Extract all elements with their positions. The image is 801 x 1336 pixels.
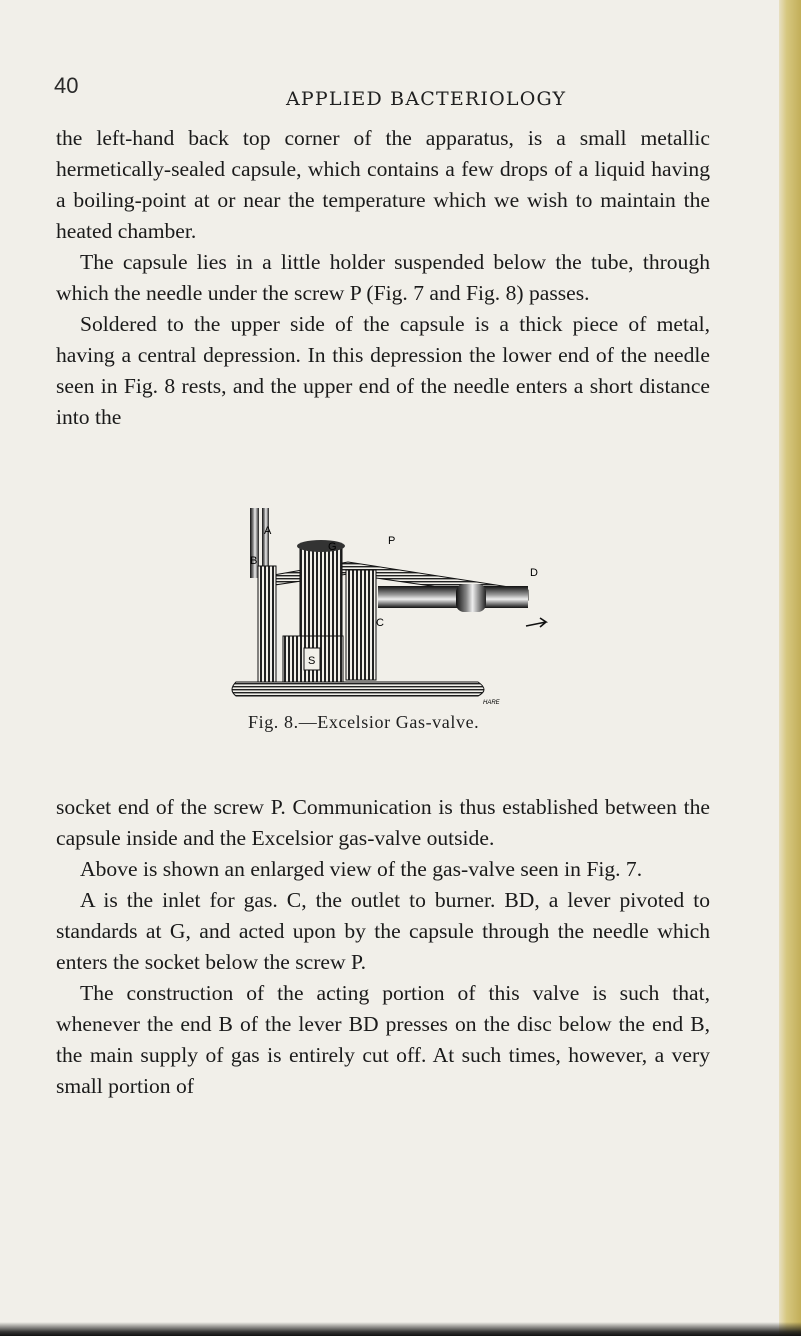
base-plate — [232, 682, 484, 696]
body-text-top — [56, 123, 710, 433]
figure-caption: Fig. 8.—Excelsior Gas-valve. — [248, 712, 480, 732]
paragraph: A is the inlet for gas. C, the outlet to burner. BD, a lever pivoted to standards at G, and acted upon by the capsule through the needle which enters the socket below the screw P. — [56, 888, 710, 974]
page-number: 40 — [54, 73, 79, 98]
paragraph: Above is shown an enlarged view of the gas-valve seen in Fig. 7. — [80, 857, 643, 881]
screw-cap — [297, 540, 345, 552]
page-bottom-shadow — [0, 1322, 801, 1336]
label-a: A — [264, 525, 272, 537]
paragraph: The construction of the acting portion of this valve is such that, whenever the end B of the lever BD presses on the disc below the end B, the main supply of gas is entirely cut off. At such times, however, a very small portion of — [56, 981, 710, 1098]
label-g: G — [328, 541, 337, 553]
engraver-signature: HARE — [483, 700, 500, 706]
paragraph: Soldered to the upper side of the capsule is a thick piece of metal, having a central depression. In this depression the lower end of the needle seen in Fig. 8 rests, and the upper end of the needle enters a short distance into the — [56, 312, 710, 429]
gas-valve-illustration — [228, 506, 578, 706]
label-s: S — [308, 655, 316, 667]
standard-right — [346, 570, 376, 680]
label-c: C — [376, 617, 384, 629]
standard-left — [258, 566, 276, 686]
paragraph: the left-hand back top corner of the apparatus, is a small metallic hermetically-sealed capsule, which contains a few drops of a liquid having a boiling-point at or near the temperature which we wish to maintain the heated chamber. — [56, 126, 710, 243]
outlet-pipe — [378, 586, 528, 608]
flow-arrow-icon — [526, 618, 546, 627]
label-p: P — [388, 535, 396, 547]
body-text-bottom — [56, 792, 710, 1102]
page-edge-shadow — [779, 0, 801, 1336]
label-b: B — [250, 555, 258, 567]
label-d: D — [530, 567, 538, 579]
inlet-tube-collar — [262, 508, 269, 574]
paragraph: The capsule lies in a little holder suspended below the tube, through which the needle under the screw P (Fig. 7 and Fig. 8) passes. — [56, 250, 710, 305]
running-head: APPLIED BACTERIOLOGY — [286, 88, 567, 110]
outlet-coupling — [456, 584, 486, 612]
paragraph: socket end of the screw P. Communication is thus established between the capsule inside and the Excelsior gas-valve outside. — [56, 795, 710, 850]
